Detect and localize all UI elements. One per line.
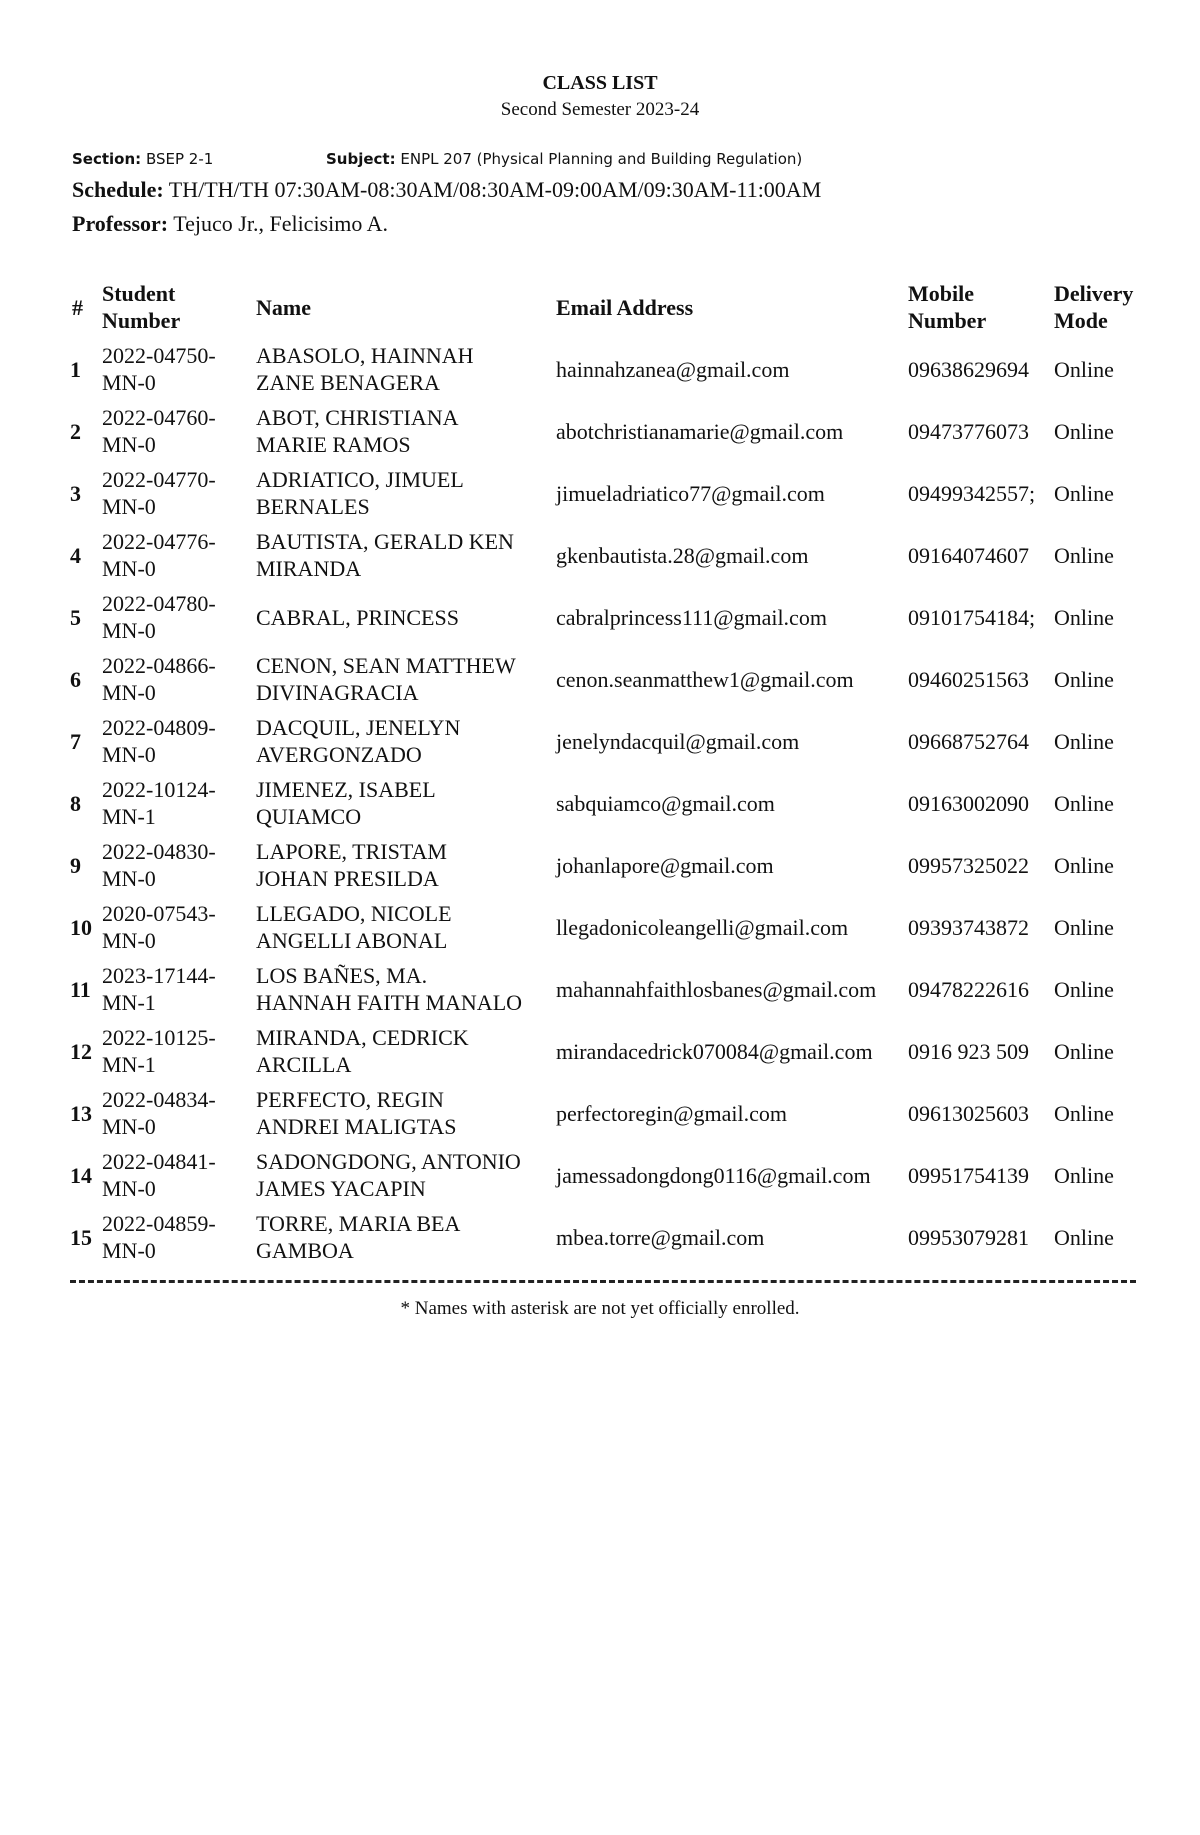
student-name-line1: LLEGADO, NICOLE xyxy=(256,901,452,926)
student-number-cell xyxy=(98,710,252,772)
student-number-line2: MN-0 xyxy=(102,494,156,519)
mobile-cell: 09953079281 xyxy=(908,1224,1029,1250)
row-number: 2 xyxy=(70,418,81,444)
page-title: CLASS LIST xyxy=(542,72,658,94)
student-name-line1: JIMENEZ, ISABEL xyxy=(256,777,436,802)
row-number: 9 xyxy=(70,852,81,878)
table-row xyxy=(68,1020,1138,1082)
row-number: 7 xyxy=(70,728,81,754)
student-number-cell xyxy=(98,338,252,400)
row-number: 13 xyxy=(70,1100,92,1126)
student-name-cell xyxy=(252,524,552,586)
mobile-cell: 09478222616 xyxy=(908,976,1029,1002)
student-name-line1: ABOT, CHRISTIANA xyxy=(256,405,459,430)
delivery-mode-cell: Online xyxy=(1054,852,1114,878)
student-number-line1: 2022-04859- xyxy=(102,1211,216,1236)
column-header-delivery-mode xyxy=(1050,276,1138,338)
student-name-line1: BAUTISTA, GERALD KEN xyxy=(256,529,514,554)
subject-info xyxy=(326,150,802,168)
student-name-cell xyxy=(252,1206,552,1268)
student-name-line2: BERNALES xyxy=(256,494,370,519)
class-roster-table xyxy=(68,276,1138,1268)
student-number-cell xyxy=(98,772,252,834)
section-value: BSEP 2-1 xyxy=(145,150,214,168)
student-name-line2: ANDREI MALIGTAS xyxy=(256,1114,457,1139)
email-cell: abotchristianamarie@gmail.com xyxy=(556,418,844,444)
table-row xyxy=(68,462,1138,524)
column-header-num: # xyxy=(72,294,83,320)
student-number-cell xyxy=(98,834,252,896)
email-cell: jamessadongdong0116@gmail.com xyxy=(556,1162,871,1188)
student-number-line1: 2022-04776- xyxy=(102,529,216,554)
mobile-cell: 0916 923 509 xyxy=(908,1038,1029,1064)
table-row xyxy=(68,772,1138,834)
table-header-row xyxy=(68,276,1138,338)
table-row xyxy=(68,586,1138,648)
table-row xyxy=(68,1206,1138,1268)
student-name-line1: ADRIATICO, JIMUEL xyxy=(256,467,464,492)
student-name-cell xyxy=(252,1144,552,1206)
student-name-cell xyxy=(252,896,552,958)
student-name-cell xyxy=(252,338,552,400)
row-number: 4 xyxy=(70,542,81,568)
schedule-value: TH/TH/TH 07:30AM-08:30AM/08:30AM-09:00AM/09:30AM-11:00AM xyxy=(168,177,822,202)
mobile-cell: 09473776073 xyxy=(908,418,1029,444)
student-name-line2: MIRANDA xyxy=(256,556,362,581)
student-number-line2: MN-0 xyxy=(102,370,156,395)
student-number-cell xyxy=(98,648,252,710)
student-number-cell xyxy=(98,1144,252,1206)
column-header-mode-line1: Delivery xyxy=(1054,281,1134,306)
mobile-cell: 09668752764 xyxy=(908,728,1029,754)
student-number-line1: 2022-10124- xyxy=(102,777,216,802)
email-cell: perfectoregin@gmail.com xyxy=(556,1100,787,1126)
email-cell: gkenbautista.28@gmail.com xyxy=(556,542,809,568)
email-cell: jenelyndacquil@gmail.com xyxy=(556,728,800,754)
student-name-cell xyxy=(252,958,552,1020)
delivery-mode-cell: Online xyxy=(1054,914,1114,940)
table-row xyxy=(68,710,1138,772)
table-row xyxy=(68,338,1138,400)
dashed-divider xyxy=(70,1280,1136,1283)
student-name-line1: CABRAL, PRINCESS xyxy=(256,604,459,630)
column-header-email: Email Address xyxy=(556,294,694,320)
student-name-line2: ARCILLA xyxy=(256,1052,352,1077)
mobile-cell: 09638629694 xyxy=(908,356,1029,382)
professor-label: Professor: xyxy=(72,211,169,236)
email-cell: mahannahfaithlosbanes@gmail.com xyxy=(556,976,877,1002)
student-name-cell xyxy=(252,834,552,896)
subject-value: ENPL 207 (Physical Planning and Building Regulation) xyxy=(400,150,803,168)
student-name-line1: LOS BAÑES, MA. xyxy=(256,963,428,988)
mobile-cell: 09499342557; xyxy=(908,480,1036,506)
schedule-info xyxy=(72,177,821,203)
student-name-cell xyxy=(252,1020,552,1082)
student-name-cell xyxy=(252,1082,552,1144)
student-name-cell xyxy=(252,710,552,772)
student-name-cell xyxy=(252,400,552,462)
delivery-mode-cell: Online xyxy=(1054,666,1114,692)
email-cell: cenon.seanmatthew1@gmail.com xyxy=(556,666,854,692)
table-row xyxy=(68,958,1138,1020)
student-name-line1: DACQUIL, JENELYN xyxy=(256,715,461,740)
mobile-cell: 09393743872 xyxy=(908,914,1029,940)
mobile-cell: 09951754139 xyxy=(908,1162,1029,1188)
student-name-line2: JAMES YACAPIN xyxy=(256,1176,426,1201)
student-number-line1: 2022-04830- xyxy=(102,839,216,864)
professor-value: Tejuco Jr., Felicisimo A. xyxy=(173,211,389,236)
row-number: 3 xyxy=(70,480,81,506)
table-row xyxy=(68,896,1138,958)
student-name-line2: AVERGONZADO xyxy=(256,742,422,767)
schedule-label: Schedule: xyxy=(72,177,164,202)
student-name-line2: HANNAH FAITH MANALO xyxy=(256,990,523,1015)
delivery-mode-cell: Online xyxy=(1054,542,1114,568)
student-name-cell xyxy=(252,648,552,710)
email-cell: mbea.torre@gmail.com xyxy=(556,1224,765,1250)
student-name-line2: DIVINAGRACIA xyxy=(256,680,419,705)
column-header-mobile-line2: Number xyxy=(908,308,987,333)
student-number-line1: 2020-07543- xyxy=(102,901,216,926)
email-cell: cabralprincess111@gmail.com xyxy=(556,604,827,630)
student-number-cell xyxy=(98,1020,252,1082)
student-number-cell xyxy=(98,1206,252,1268)
student-number-line2: MN-1 xyxy=(102,804,156,829)
student-number-line2: MN-0 xyxy=(102,1176,156,1201)
student-number-line2: MN-0 xyxy=(102,680,156,705)
student-number-cell xyxy=(98,524,252,586)
section-info xyxy=(72,150,213,168)
mobile-cell: 09460251563 xyxy=(908,666,1029,692)
mobile-cell: 09163002090 xyxy=(908,790,1029,816)
table-row xyxy=(68,648,1138,710)
professor-info xyxy=(72,211,388,237)
student-number-cell xyxy=(98,958,252,1020)
column-header-mobile-line1: Mobile xyxy=(908,281,974,306)
student-number-cell xyxy=(98,400,252,462)
student-name-cell xyxy=(252,772,552,834)
row-number: 8 xyxy=(70,790,81,816)
mobile-cell: 09957325022 xyxy=(908,852,1029,878)
student-number-line2: MN-0 xyxy=(102,1238,156,1263)
delivery-mode-cell: Online xyxy=(1054,1224,1114,1250)
student-number-line2: MN-0 xyxy=(102,432,156,457)
row-number: 5 xyxy=(70,604,81,630)
enrollment-footnote: * Names with asterisk are not yet officially enrolled. xyxy=(400,1298,800,1319)
student-number-line2: MN-0 xyxy=(102,1114,156,1139)
column-header-name: Name xyxy=(256,294,311,320)
student-number-line2: MN-0 xyxy=(102,742,156,767)
table-row xyxy=(68,834,1138,896)
mobile-cell: 09101754184; xyxy=(908,604,1036,630)
row-number: 1 xyxy=(70,356,81,382)
student-number-cell xyxy=(98,896,252,958)
student-number-line2: MN-0 xyxy=(102,928,156,953)
student-name-line2: GAMBOA xyxy=(256,1238,354,1263)
student-number-line1: 2022-04841- xyxy=(102,1149,216,1174)
mobile-cell: 09164074607 xyxy=(908,542,1029,568)
student-name-line2: ANGELLI ABONAL xyxy=(256,928,448,953)
delivery-mode-cell: Online xyxy=(1054,418,1114,444)
delivery-mode-cell: Online xyxy=(1054,356,1114,382)
section-label: Section: xyxy=(72,150,142,168)
student-number-line1: 2022-04834- xyxy=(102,1087,216,1112)
student-name-line1: PERFECTO, REGIN xyxy=(256,1087,444,1112)
student-name-line2: JOHAN PRESILDA xyxy=(256,866,439,891)
student-number-line2: MN-0 xyxy=(102,866,156,891)
delivery-mode-cell: Online xyxy=(1054,1038,1114,1064)
student-name-line1: TORRE, MARIA BEA xyxy=(256,1211,461,1236)
student-name-line2: ZANE BENAGERA xyxy=(256,370,440,395)
student-number-cell xyxy=(98,462,252,524)
delivery-mode-cell: Online xyxy=(1054,1162,1114,1188)
row-number: 6 xyxy=(70,666,81,692)
delivery-mode-cell: Online xyxy=(1054,1100,1114,1126)
delivery-mode-cell: Online xyxy=(1054,976,1114,1002)
email-cell: sabquiamco@gmail.com xyxy=(556,790,775,816)
student-number-line1: 2022-04750- xyxy=(102,343,216,368)
table-row xyxy=(68,1144,1138,1206)
student-number-line2: MN-0 xyxy=(102,618,156,643)
student-name-line1: SADONGDONG, ANTONIO xyxy=(256,1149,521,1174)
delivery-mode-cell: Online xyxy=(1054,480,1114,506)
student-number-line1: 2022-04760- xyxy=(102,405,216,430)
column-header-student-number-line1: Student xyxy=(102,281,176,306)
subject-label: Subject: xyxy=(326,150,396,168)
email-cell: hainnahzanea@gmail.com xyxy=(556,356,790,382)
row-number: 12 xyxy=(70,1038,92,1064)
student-number-line2: MN-0 xyxy=(102,556,156,581)
semester-subtitle: Second Semester 2023-24 xyxy=(500,99,700,120)
student-name-line2: MARIE RAMOS xyxy=(256,432,411,457)
student-number-line1: 2022-04780- xyxy=(102,591,216,616)
email-cell: jimueladriatico77@gmail.com xyxy=(556,480,825,506)
table-row xyxy=(68,400,1138,462)
student-name-cell xyxy=(252,586,552,648)
email-cell: mirandacedrick070084@gmail.com xyxy=(556,1038,873,1064)
row-number: 14 xyxy=(70,1162,92,1188)
row-number: 10 xyxy=(70,914,92,940)
row-number: 15 xyxy=(70,1224,92,1250)
student-name-line1: LAPORE, TRISTAM xyxy=(256,839,447,864)
table-row xyxy=(68,1082,1138,1144)
column-header-mobile xyxy=(904,276,1050,338)
student-name-cell xyxy=(252,462,552,524)
email-cell: llegadonicoleangelli@gmail.com xyxy=(556,914,849,940)
student-number-line2: MN-1 xyxy=(102,1052,156,1077)
student-number-cell xyxy=(98,586,252,648)
student-name-line1: ABASOLO, HAINNAH xyxy=(256,343,474,368)
student-number-line1: 2022-10125- xyxy=(102,1025,216,1050)
mobile-cell: 09613025603 xyxy=(908,1100,1029,1126)
student-number-line2: MN-1 xyxy=(102,990,156,1015)
email-cell: johanlapore@gmail.com xyxy=(556,852,774,878)
student-number-line1: 2023-17144- xyxy=(102,963,216,988)
column-header-mode-line2: Mode xyxy=(1054,308,1108,333)
column-header-student-number xyxy=(98,276,252,338)
student-number-line1: 2022-04770- xyxy=(102,467,216,492)
table-body xyxy=(68,338,1138,1268)
column-header-student-number-line2: Number xyxy=(102,308,181,333)
student-number-line1: 2022-04866- xyxy=(102,653,216,678)
student-name-line1: MIRANDA, CEDRICK xyxy=(256,1025,469,1050)
delivery-mode-cell: Online xyxy=(1054,790,1114,816)
delivery-mode-cell: Online xyxy=(1054,728,1114,754)
delivery-mode-cell: Online xyxy=(1054,604,1114,630)
row-number: 11 xyxy=(70,976,91,1002)
table-row xyxy=(68,524,1138,586)
student-name-line1: CENON, SEAN MATTHEW xyxy=(256,653,516,678)
student-name-line2: QUIAMCO xyxy=(256,804,362,829)
student-number-cell xyxy=(98,1082,252,1144)
student-number-line1: 2022-04809- xyxy=(102,715,216,740)
